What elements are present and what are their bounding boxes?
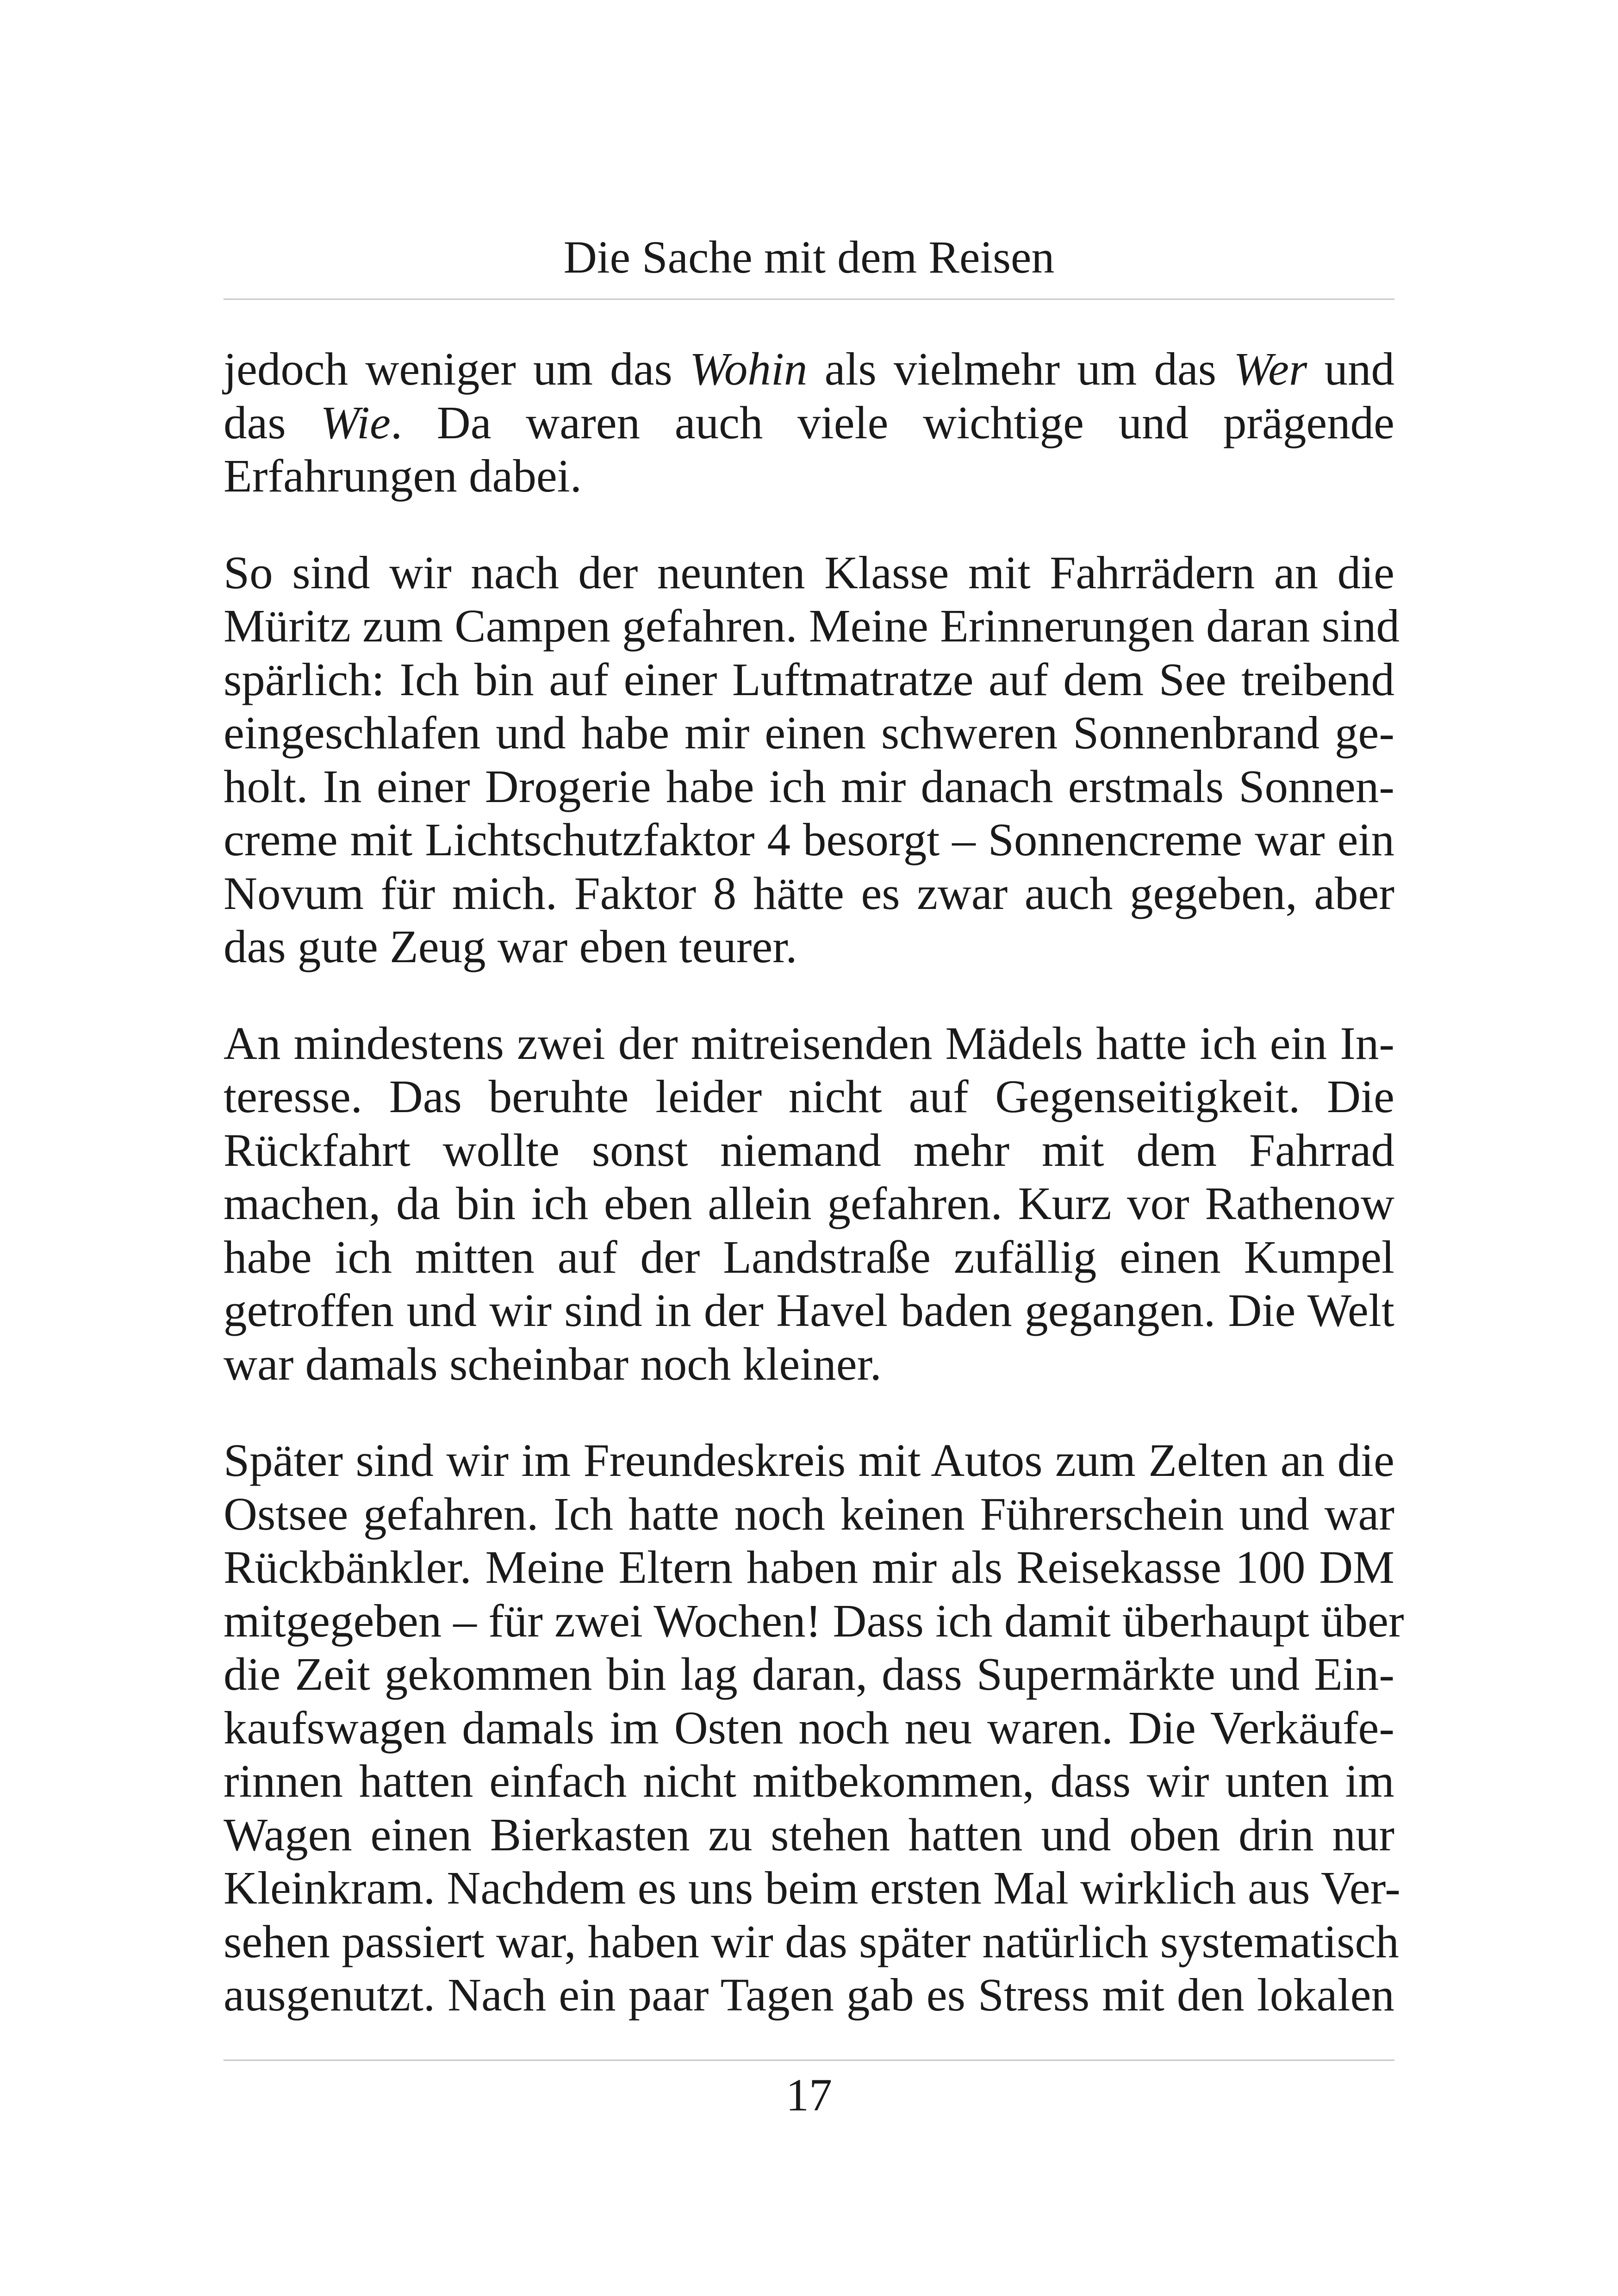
text-line (224, 1541, 1394, 1594)
chapter-title: Die Sache mit dem Reisen (563, 231, 1055, 283)
body-text (224, 342, 1404, 2022)
running-header (224, 221, 1394, 300)
text-segment: Ostsee gefahren. Ich hatte noch keinen Führerschein und war (224, 1487, 1394, 1540)
running-footer (224, 2060, 1394, 2123)
text-line (224, 1701, 1394, 1755)
text-segment: habe ich mitten auf der Landstraße zufällig einen Kumpel (224, 1231, 1394, 1283)
text-line (224, 1070, 1394, 1124)
text-line (224, 1648, 1394, 1701)
italic-text: Wie (320, 396, 391, 448)
text-segment: das gute Zeug war eben teurer. (224, 921, 797, 972)
text-line (224, 1915, 1399, 1969)
text-line (224, 1017, 1394, 1070)
paragraph (224, 1434, 1404, 2022)
text-segment: mitgegeben – für zwei Wochen! Dass ich damit überhaupt über (224, 1594, 1404, 1647)
text-segment: sehen passiert war, haben wir das später natürlich systematisch (224, 1915, 1399, 1967)
text-line (224, 599, 1400, 653)
text-segment: als vielmehr um das (807, 343, 1234, 395)
text-line (224, 1124, 1394, 1177)
text-line (224, 1231, 1394, 1284)
text-segment: ausgenutzt. Nach ein paar Tagen gab es Stress mit den lokalen (224, 1969, 1394, 2021)
text-line (224, 813, 1394, 867)
text-segment: Müritz zum Campen gefahren. Meine Erinnerungen daran sind (224, 600, 1400, 652)
text-segment: Rückbänkler. Meine Eltern haben mir als Reisekasse 100 DM (224, 1541, 1394, 1593)
text-line (224, 1487, 1394, 1541)
text-segment: rinnen hatten einfach nicht mitbekommen, dass wir unten im (224, 1755, 1394, 1807)
text-segment: Novum für mich. Faktor 8 hätte es zwar auch gegeben, aber (224, 867, 1394, 919)
italic-text: Wohin (690, 343, 808, 395)
text-line (224, 1755, 1394, 1808)
text-segment: Wagen einen Bierkasten zu stehen hatten und oben drin nur (224, 1808, 1394, 1860)
text-line (224, 760, 1394, 814)
text-segment: Rückfahrt wollte sonst niemand mehr mit dem Fahrrad (224, 1124, 1394, 1176)
text-line (224, 706, 1394, 760)
text-line (224, 1861, 1400, 1915)
text-segment: So sind wir nach der neunten Klasse mit Fahrrädern an die (224, 546, 1394, 598)
text-segment: An mindestens zwei der mitreisenden Mädels hatte ich ein In- (224, 1017, 1394, 1069)
text-segment: creme mit Lichtschutzfaktor 4 besorgt – Sonnencreme war ein (224, 814, 1394, 865)
text-line (224, 449, 1394, 503)
text-line (224, 867, 1394, 921)
text-segment: Kleinkram. Nachdem es uns beim ersten Mal wirklich aus Ver- (224, 1862, 1400, 1914)
text-line (224, 1968, 1394, 2022)
paragraph (224, 1017, 1394, 1391)
paragraph (224, 546, 1400, 974)
text-line (224, 546, 1394, 600)
text-line (224, 1808, 1394, 1862)
text-line (224, 396, 1394, 450)
text-segment: eingeschlafen und habe mir einen schweren Sonnenbrand ge- (224, 707, 1394, 759)
text-segment: jedoch weniger um das (224, 343, 690, 395)
paragraph (224, 342, 1394, 503)
text-line (224, 1338, 1394, 1391)
italic-text: Wer (1233, 343, 1307, 395)
text-segment: machen, da bin ich eben allein gefahren. Kurz vor Rathenow (224, 1177, 1394, 1229)
text-segment: . Da waren auch viele wichtige und prägende (390, 396, 1394, 448)
page-number: 17 (786, 2069, 832, 2121)
text-line (224, 1594, 1404, 1648)
text-line (224, 342, 1394, 396)
text-line (224, 1434, 1394, 1487)
text-segment: das (224, 396, 321, 448)
text-segment: kaufswagen damals im Osten noch neu waren. Die Verkäufe- (224, 1701, 1394, 1754)
text-line (224, 1284, 1394, 1338)
text-segment: die Zeit gekommen bin lag daran, dass Supermärkte und Ein- (224, 1648, 1394, 1700)
text-segment: getroffen und wir sind in der Havel baden gegangen. Die Welt (224, 1284, 1394, 1336)
text-segment: war damals scheinbar noch kleiner. (224, 1338, 882, 1390)
text-line (224, 920, 1394, 974)
text-segment: teresse. Das beruhte leider nicht auf Gegenseitigkeit. Die (224, 1070, 1394, 1122)
text-segment: Erfahrungen dabei. (224, 450, 582, 502)
text-line (224, 1177, 1394, 1231)
text-segment: spärlich: Ich bin auf einer Luftmatratze auf dem See treibend (224, 653, 1394, 705)
text-line (224, 653, 1394, 707)
text-segment: Später sind wir im Freundeskreis mit Autos zum Zelten an die (224, 1434, 1394, 1486)
text-segment: und (1307, 343, 1394, 395)
text-segment: holt. In einer Drogerie habe ich mir danach erstmals Sonnen- (224, 760, 1394, 812)
